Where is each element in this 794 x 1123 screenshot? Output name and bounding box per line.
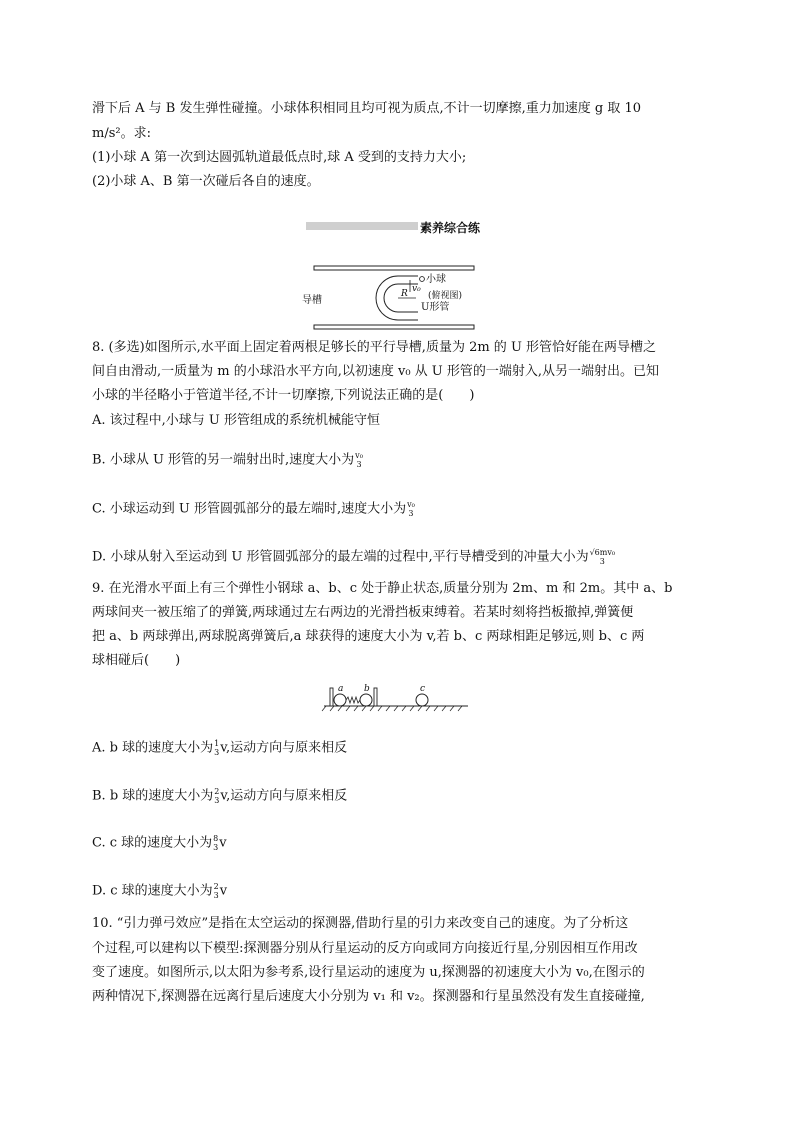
ball-b: [360, 694, 372, 706]
q8-option-c-text: C. 小球运动到 U 形管圆弧部分的最左端时,速度大小为: [92, 501, 407, 517]
q9-c-pre: C. c 球的速度大小为: [92, 835, 213, 851]
q9-d-post: v: [219, 883, 228, 899]
q8-option-d-text: D. 小球从射入至运动到 U 形管圆弧部分的最左端的过程中,平行导槽受到的冲量大小为: [92, 549, 589, 565]
q9-option-c: [92, 834, 227, 853]
q9-d-fraction: [214, 882, 219, 900]
q8-line-3: 小球的半径略小于管道半径,不计一切摩擦,下列说法正确的是( ): [92, 388, 475, 403]
view-label: (俯视图): [428, 291, 463, 301]
section-title: 素养综合练: [420, 221, 481, 235]
q9-option-d: [92, 882, 227, 901]
q9-b-denominator: 3: [214, 796, 220, 805]
top-guide-rail: [314, 266, 474, 270]
q9-option-a: [92, 739, 347, 758]
section-bar: [306, 222, 418, 230]
q10-line-1: 10. “引力弹弓效应”是指在太空运动的探测器,借助行星的引力来改变自己的速度。为了分析这: [92, 916, 629, 931]
intro-line-2: m/s²。求:: [92, 126, 151, 141]
guide-label: 导槽: [302, 295, 322, 306]
ball-c-label: c: [420, 684, 426, 694]
left-baffle: [330, 688, 333, 706]
ball-a-label: a: [338, 684, 344, 694]
right-baffle: [374, 688, 377, 706]
q8-option-b-fraction: [355, 451, 363, 469]
q8-option-b: [92, 451, 364, 470]
intro-line-4: (2)小球 A、B 第一次碰后各自的速度。: [92, 174, 320, 189]
q8-option-d: [92, 548, 616, 567]
section-header: [306, 219, 486, 235]
q9-c-fraction: [213, 834, 218, 852]
q9-a-fraction: [214, 739, 219, 757]
q8-option-d-fraction: [590, 548, 616, 566]
q8-c-denominator: 3: [408, 509, 414, 518]
q9-line-3: 把 a、b 两球弹出,两球脱离弹簧后,a 球获得的速度大小为 v,若 b、c 两球相距足够远,则 b、c 两: [92, 629, 645, 644]
ball-label: 小球: [426, 274, 446, 285]
q8-c-numerator: v₀: [407, 500, 415, 509]
q9-d-denominator: 3: [213, 891, 219, 900]
q8-b-numerator: v₀: [355, 451, 363, 460]
u-tube-label: U形管: [421, 302, 450, 313]
q10-line-3: 变了速度。如图所示,以太阳为参考系,设行星运动的速度为 u,探测器的初速度大小为 v₀,在图示的: [92, 965, 645, 980]
q8-line-1: 8. (多选)如图所示,水平面上固定着两根足够长的平行导槽,质量为 2m 的 U 形管恰好能在两导槽之: [92, 340, 657, 355]
q9-c-numerator: 8: [213, 834, 219, 843]
q9-b-fraction: [214, 787, 219, 805]
intro-line-1: 滑下后 A 与 B 发生弹性碰撞。小球体积相同且均可视为质点,不计一切摩擦,重力加速度 g 取 10: [92, 101, 641, 116]
q9-b-numerator: 2: [214, 787, 220, 796]
q9-a-numerator: 1: [214, 739, 220, 748]
q9-line-2: 两球间夹一被压缩了的弹簧,两球通过左右两边的光滑挡板束缚着。若某时刻将挡板撤掉,弹簧便: [92, 605, 634, 620]
q10-line-4: 两种情况下,探测器在远离行星后速度大小分别为 v₁ 和 v₂。探测器和行星虽然没有发生直接碰撞,: [92, 989, 645, 1004]
q9-option-b: [92, 787, 347, 806]
q9-a-pre: A. b 球的速度大小为: [92, 740, 214, 756]
bottom-guide-rail: [314, 325, 474, 329]
q8-d-denominator: 3: [599, 557, 605, 566]
q9-line-4: 球相碰后( ): [92, 653, 181, 668]
ball-b-label: b: [364, 684, 370, 694]
q9-a-denominator: 3: [214, 748, 220, 757]
q8-b-denominator: 3: [356, 460, 362, 469]
ball: [420, 277, 425, 282]
spring-balls-figure: [320, 680, 472, 714]
u-tube-figure: [300, 262, 500, 338]
ball-a: [334, 694, 346, 706]
q8-option-b-text: B. 小球从 U 形管的另一端射出时,速度大小为: [92, 452, 355, 468]
q8-option-c: [92, 500, 416, 519]
intro-line-3: (1)小球 A 第一次到达圆弧轨道最低点时,球 A 受到的支持力大小;: [92, 150, 467, 165]
q9-b-post: v,运动方向与原来相反: [220, 788, 348, 804]
q9-d-pre: D. c 球的速度大小为: [92, 883, 213, 899]
v0-label: v₀: [412, 284, 421, 294]
spring: [346, 697, 360, 703]
q9-c-denominator: 3: [213, 843, 219, 852]
q10-line-2: 个过程,可以建构以下模型:探测器分别从行星运动的反方向或同方向接近行星,分别因相互作用改: [92, 941, 638, 956]
q9-b-pre: B. b 球的速度大小为: [92, 788, 214, 804]
q9-line-1: 9. 在光滑水平面上有三个弹性小钢球 a、b、c 处于静止状态,质量分别为 2m、m 和 2m。其中 a、b: [92, 581, 673, 596]
radius-label: R: [401, 289, 408, 299]
q9-c-post: v: [219, 835, 227, 851]
ball-c: [416, 694, 428, 706]
ground-hatching: [322, 706, 462, 711]
q9-a-post: v,运动方向与原来相反: [220, 740, 348, 756]
q9-d-numerator: 2: [213, 882, 219, 891]
q8-option-a: A. 该过程中,小球与 U 形管组成的系统机械能守恒: [92, 413, 381, 428]
q8-d-numerator: √6mv₀: [589, 548, 616, 557]
q8-option-c-fraction: [407, 500, 415, 518]
q8-line-2: 间自由滑动,一质量为 m 的小球沿水平方向,以初速度 v₀ 从 U 形管的一端射入,从另一端射出。已知: [92, 364, 660, 379]
